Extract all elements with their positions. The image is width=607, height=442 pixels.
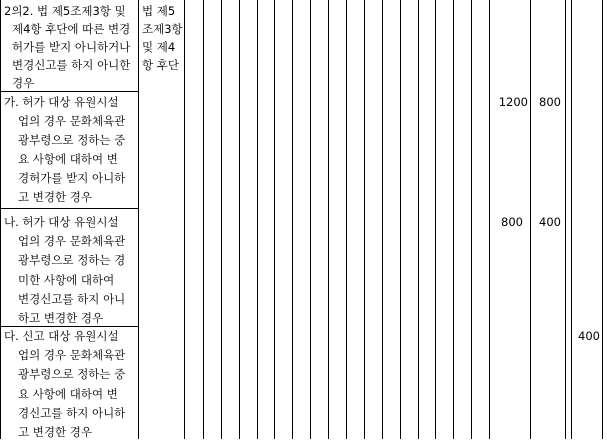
- penalty-value: 1200: [498, 95, 528, 109]
- row-desc-line: 경신고를 하지 아니하: [18, 406, 126, 420]
- grid-line: [310, 0, 311, 439]
- law-ref-line: 조제3항: [142, 22, 183, 36]
- row-desc-line: 고 변경한 경우: [18, 425, 92, 439]
- row-separator: [0, 208, 138, 209]
- row-desc-line: 가. 허가 대상 유원시설: [4, 95, 119, 109]
- row-desc-line: 광부령으로 정하는 경: [18, 253, 126, 267]
- grid-line: [471, 0, 472, 439]
- grid-line: [328, 0, 329, 439]
- row-desc-line: 하고 변경한 경우: [18, 311, 104, 325]
- row-desc-line: 요 사항에 대하여 변: [18, 152, 118, 166]
- row-desc-line: 허가를 받지 아니하거나: [12, 40, 131, 54]
- grid-line: [0, 0, 1, 439]
- grid-line: [400, 0, 401, 439]
- grid-line: [346, 0, 347, 439]
- penalty-value: 800: [539, 95, 561, 109]
- row-desc-line: 변경신고를 하지 아니한: [12, 58, 131, 72]
- law-ref-line: 및 제4: [142, 40, 176, 54]
- grid-line: [571, 0, 572, 439]
- row-desc-line: 업의 경우 문화체육관: [18, 114, 126, 128]
- grid-line: [239, 0, 240, 439]
- grid-line: [382, 0, 383, 439]
- row-desc-line: 다. 신고 대상 유원시설: [4, 329, 119, 343]
- grid-line: [221, 0, 222, 439]
- grid-line: [364, 0, 365, 439]
- row-desc-line: 업의 경우 문화체육관: [18, 348, 126, 362]
- row-desc-line: 요 사항에 대하여 변: [18, 387, 118, 401]
- grid-line: [418, 0, 419, 439]
- row-desc-line: 미한 사항에 대하여: [18, 273, 115, 287]
- grid-line: [435, 0, 436, 439]
- grid-line: [274, 0, 275, 439]
- row-desc-line: 고 변경한 경우: [18, 190, 92, 204]
- row-desc-line: 광부령으로 정하는 중: [18, 367, 126, 381]
- grid-line: [453, 0, 454, 439]
- row-desc-line: 광부령으로 정하는 중: [18, 133, 126, 147]
- law-ref-line: 항 후단: [142, 58, 179, 72]
- grid-line: [203, 0, 204, 439]
- grid-line: [138, 0, 139, 439]
- penalty-value: 800: [501, 215, 523, 229]
- row-desc-line: 나. 허가 대상 유원시설: [4, 215, 119, 229]
- law-ref-line: 법 제5: [142, 4, 176, 18]
- grid-line: [292, 0, 293, 439]
- row-desc-line: 변경신고를 하지 아니: [18, 292, 126, 306]
- row-desc-line: 경우: [12, 76, 35, 90]
- grid-line: [565, 0, 566, 439]
- row-desc-line: 2의2. 법 제5조제3항 및: [4, 4, 126, 18]
- grid-line: [184, 0, 185, 439]
- row-desc-line: 경허가를 받지 아니하: [18, 171, 126, 185]
- grid-line: [602, 0, 603, 439]
- penalty-value: 400: [578, 329, 600, 343]
- penalty-value: 400: [539, 215, 561, 229]
- row-desc-line: 제4항 후단에 따른 변경: [12, 22, 131, 36]
- row-desc-line: 업의 경우 문화체육관: [18, 234, 126, 248]
- grid-line: [257, 0, 258, 439]
